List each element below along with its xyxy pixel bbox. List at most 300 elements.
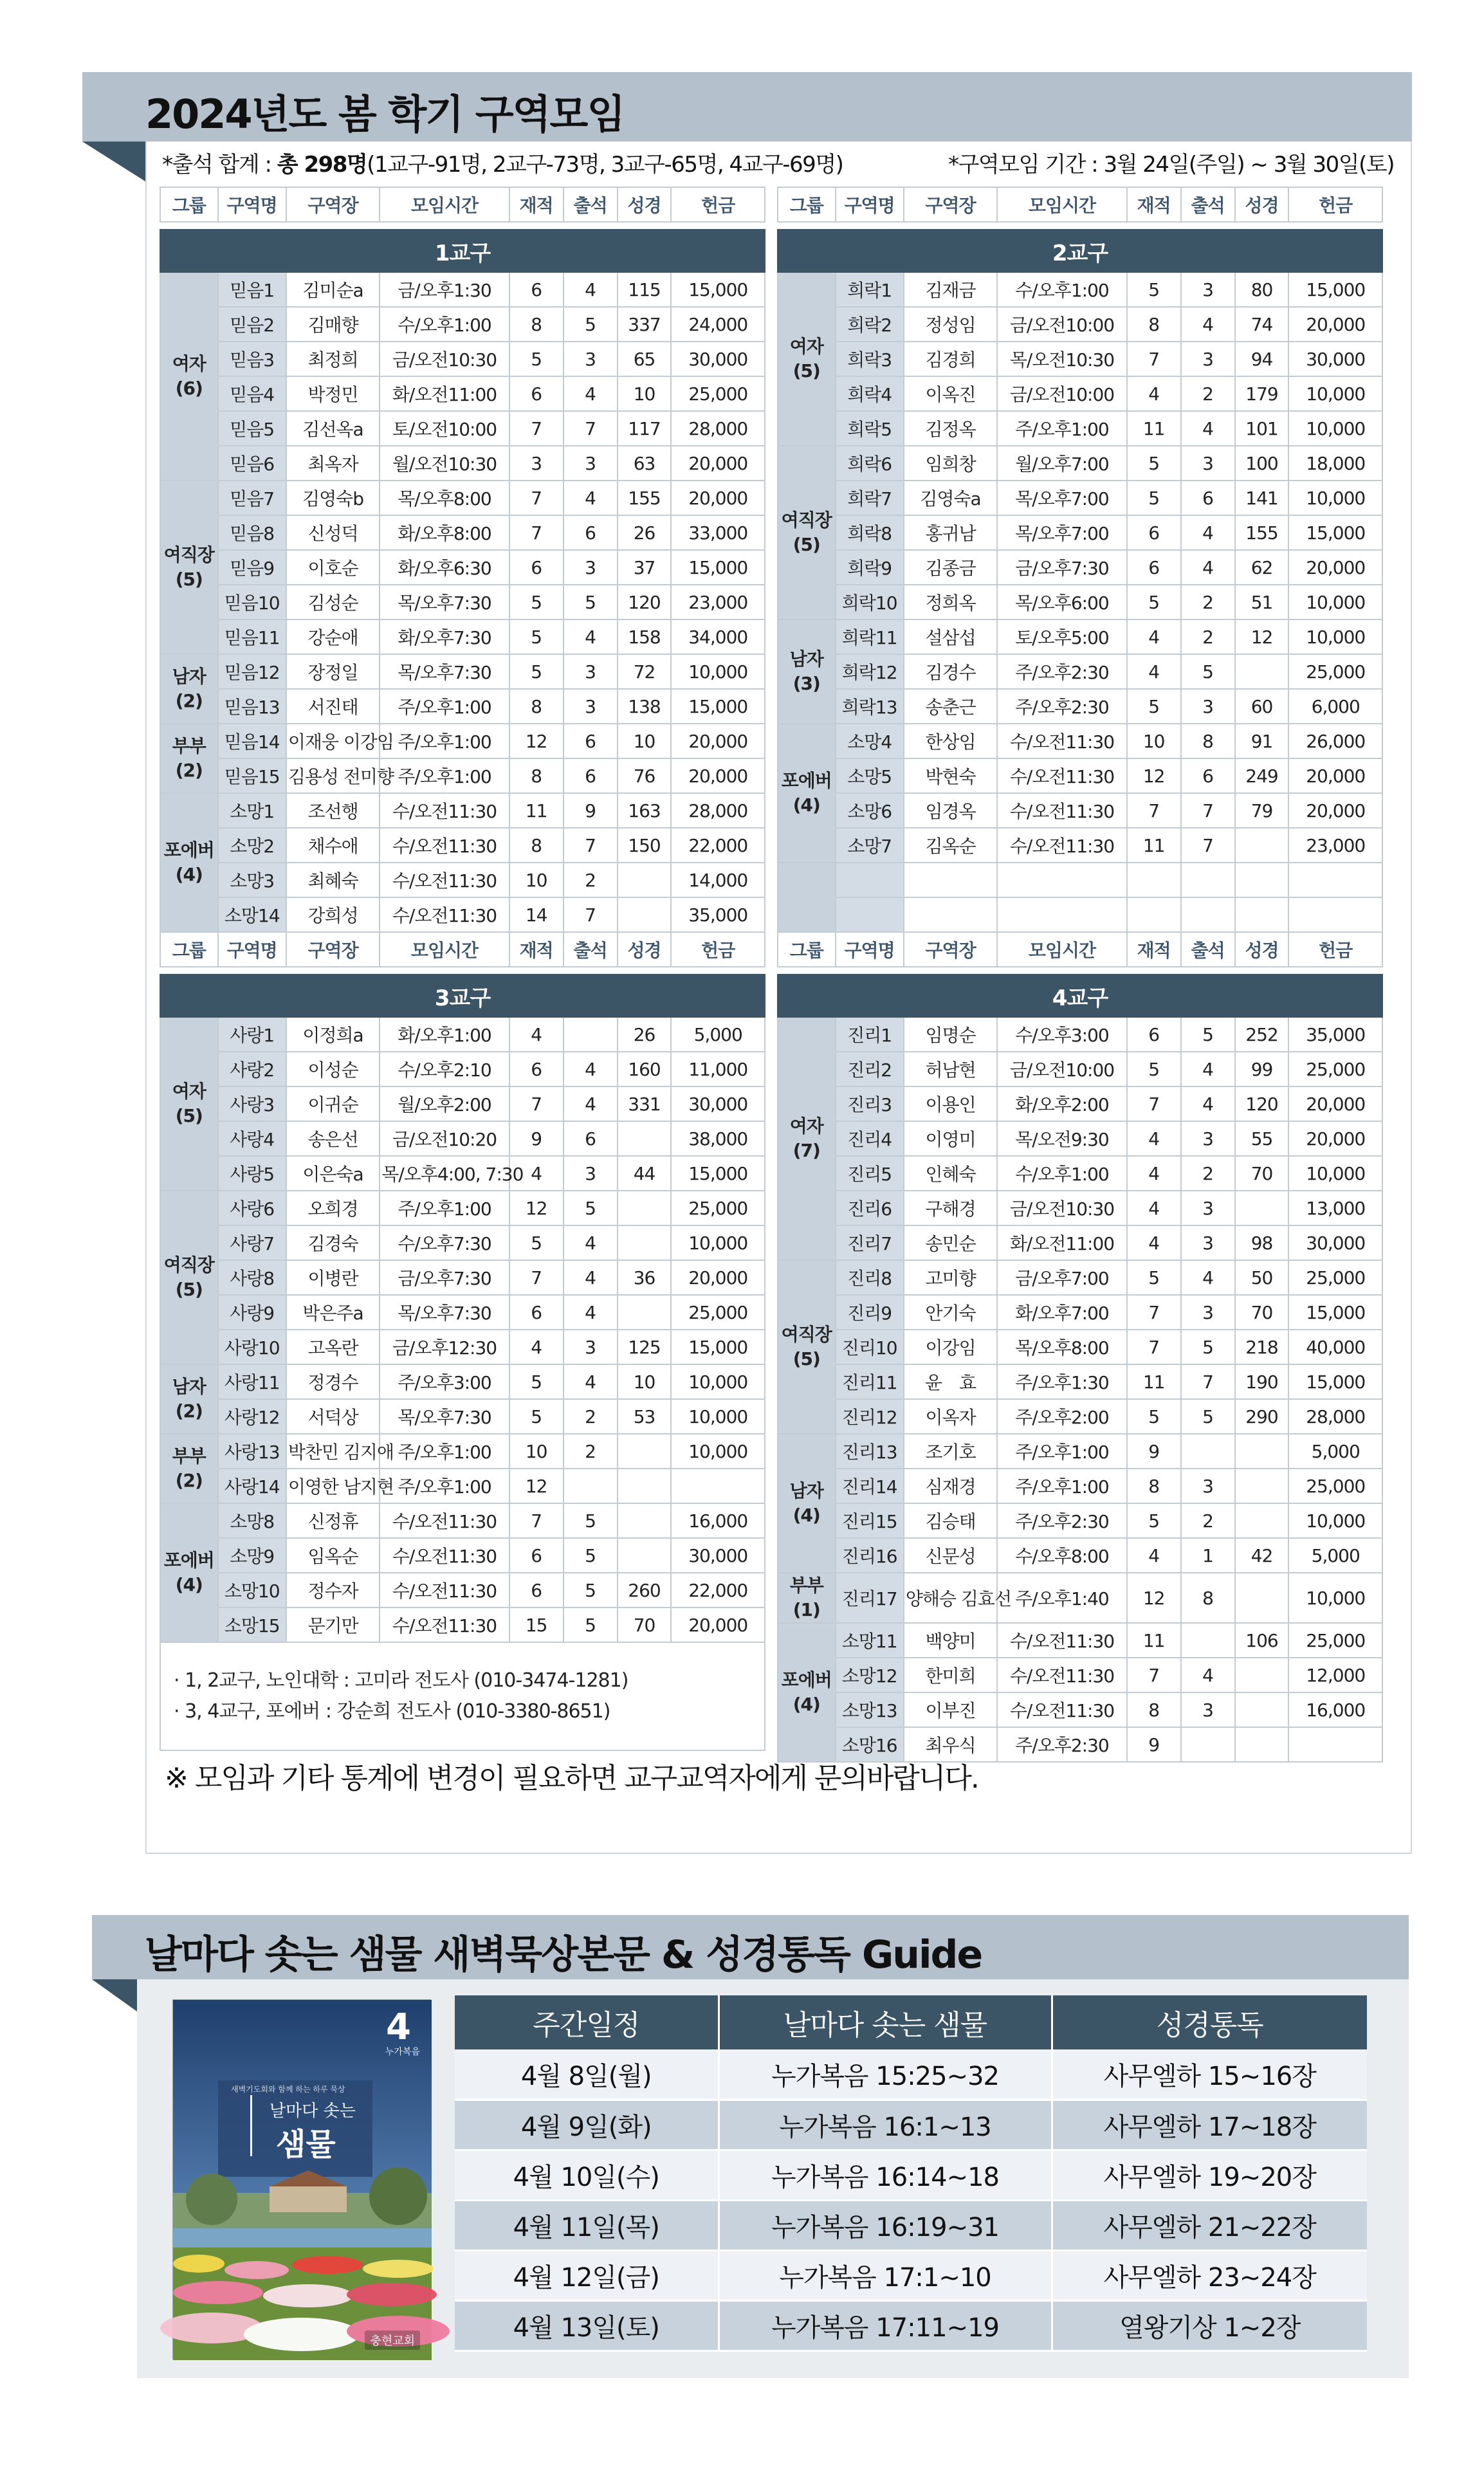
cell-bible [1235,1434,1289,1469]
cell-leader: 이재웅 이강임 [286,724,380,758]
guide-title-bar [92,1915,1409,1979]
group-label: 여직장 (5) [160,1191,218,1364]
table-row [778,585,1382,619]
cell-enrolled: 8 [509,758,563,793]
cell-leader: 최혜숙 [286,863,380,897]
cell-leader: 박정민 [286,376,380,411]
cell-offering: 20,000 [671,724,765,758]
cell-offering: 20,000 [1288,1121,1382,1156]
guide-date: 4월 12일(금) [455,2250,719,2300]
cell-bible [1235,1573,1289,1623]
cell-enrolled: 11 [509,793,563,828]
cell-meeting-time: 주/오후1:30 [997,1364,1126,1399]
cell-meeting-time: 수/오후1:00 [997,1156,1126,1191]
cell-offering: 10,000 [1288,1573,1382,1623]
book-title-divider [250,2095,252,2156]
cell-leader: 이병란 [286,1260,380,1295]
cell-leader: 김종금 [904,550,997,585]
table-row [160,1225,765,1260]
table-row [160,307,765,342]
table-row [160,1086,765,1121]
cell-offering: 5,000 [1288,1538,1382,1573]
cell-bible: 50 [1235,1260,1289,1295]
cell-meeting-time: 수/오후1:00 [380,307,509,342]
cell-leader: 김영숙a [904,481,997,515]
cell-district-name: 희락3 [836,342,904,376]
cell-district-name: 사랑12 [218,1399,286,1434]
table-row [160,828,765,863]
cell-bible: 65 [618,342,672,376]
cell-meeting-time: 목/오후8:00 [997,1330,1126,1364]
cell-meeting-time: 목/오후7:30 [380,654,509,689]
cell-attended: 3 [563,446,618,481]
cell-enrolled: 12 [509,1469,563,1503]
group-label: 남자 (4) [778,1434,836,1573]
cell-leader: 이성순 [286,1052,380,1086]
cell-leader: 심재경 [904,1469,997,1503]
header-spacer [778,222,1382,230]
cell-leader: 김미순a [286,272,380,307]
cell-meeting-time: 주/오후1:00 [997,1434,1126,1469]
cell-offering: 25,000 [1288,1623,1382,1658]
cell-district-name: 소망11 [836,1623,904,1658]
group-label: 포에버 (4) [160,793,218,932]
cell-district-name: 희락5 [836,411,904,446]
cell-meeting-time: 수/오후1:00 [997,272,1126,307]
cell-district-name: 소망10 [218,1573,286,1608]
cell-leader: 임옥순 [286,1538,380,1573]
cell-district-name: 사랑10 [218,1330,286,1364]
table-row [160,1121,765,1156]
column-header-bible: 성경 [1235,187,1289,222]
column-header-enrolled: 재적 [1127,187,1181,222]
cell-enrolled: 12 [509,724,563,758]
cell-leader: 강희성 [286,897,380,932]
cell-meeting-time: 주/오후3:00 [380,1364,509,1399]
cell-attended: 3 [1181,342,1235,376]
district-band [160,230,765,272]
table-row [778,411,1382,446]
cell-meeting-time: 주/오후1:00 [380,1469,509,1503]
cell-leader: 김경희 [904,342,997,376]
cell-district-name: 믿음6 [218,446,286,481]
cell-offering: 30,000 [671,1538,765,1573]
district-table-4 [777,931,1383,1763]
cell-district-name: 사랑11 [218,1364,286,1399]
table-row [160,1538,765,1573]
cell-offering: 10,000 [671,654,765,689]
cell-district-name: 진리4 [836,1121,904,1156]
cell-bible: 290 [1235,1399,1289,1434]
cell-leader: 김재금 [904,272,997,307]
cell-offering: 25,000 [1288,1260,1382,1295]
cell-meeting-time: 목/오후7:30 [380,1399,509,1434]
cell-bible [1235,1727,1289,1762]
table-row [778,342,1382,376]
column-header-leader: 구역장 [904,187,997,222]
cell-attended: 3 [1181,1469,1235,1503]
cell-bible: 74 [1235,307,1289,342]
cell-leader: 박찬민 김지애 [286,1434,380,1469]
cell-enrolled: 4 [1127,1538,1181,1573]
cell-attended: 5 [563,1503,618,1538]
cell-enrolled: 7 [1127,793,1181,828]
cell-meeting-time: 금/오후7:30 [380,1260,509,1295]
cell-attended: 3 [563,1330,618,1364]
cell-attended: 5 [563,585,618,619]
cell-district-name: 믿음12 [218,654,286,689]
contact-footer [160,1642,765,1750]
cell-bible: 252 [1235,1017,1289,1052]
table-row [778,1503,1382,1538]
cell-attended: 2 [563,863,618,897]
cell-leader: 김용성 전미향 [286,758,380,793]
cell-bible: 99 [1235,1052,1289,1086]
book-volume-subtitle: 누가복음 [385,2047,420,2057]
cell-district-name: 희락13 [836,689,904,724]
cell-offering: 5,000 [1288,1434,1382,1469]
table-row [160,411,765,446]
cell-leader: 김승태 [904,1503,997,1538]
cell-attended: 4 [1181,307,1235,342]
cell-bible: 218 [1235,1330,1289,1364]
cell-offering: 28,000 [671,411,765,446]
table-header-row [160,932,765,967]
cell-enrolled: 5 [1127,1503,1181,1538]
cell-bible [1235,1692,1289,1727]
cell-district-name: 희락12 [836,654,904,689]
cell-bible: 63 [618,446,672,481]
cell-district-name: 진리14 [836,1469,904,1503]
cell-leader: 이영미 [904,1121,997,1156]
table-row [778,654,1382,689]
column-header-leader: 구역장 [286,187,380,222]
cell-bible [618,1191,672,1225]
cell-meeting-time: 주/오후2:00 [997,1399,1126,1434]
cell-bible: 10 [618,376,672,411]
cell-attended [563,1469,618,1503]
cell-meeting-time: 금/오전10:00 [997,376,1126,411]
cell-enrolled: 5 [509,654,563,689]
cell-enrolled: 5 [509,342,563,376]
cell-attended: 4 [563,1052,618,1086]
cell-leader: 정희옥 [904,585,997,619]
table-row [778,1692,1382,1727]
cell-meeting-time: 수/오후3:00 [997,1017,1126,1052]
cell-meeting-time: 주/오후2:30 [997,654,1126,689]
cell-offering: 25,000 [1288,1469,1382,1503]
cell-leader: 조선행 [286,793,380,828]
cell-bible [1235,1469,1289,1503]
cell-attended: 3 [1181,1191,1235,1225]
cell-district-name: 희락9 [836,550,904,585]
cell-enrolled: 5 [1127,689,1181,724]
section-title-bar [82,72,1412,142]
cell-meeting-time: 금/오전10:00 [997,1052,1126,1086]
cell-offering: 20,000 [671,758,765,793]
cell-leader: 고옥란 [286,1330,380,1364]
cell-leader: 이옥자 [904,1399,997,1434]
cell-district-name: 진리8 [836,1260,904,1295]
table-row [778,1191,1382,1225]
table-row [778,1573,1382,1623]
cell-attended: 4 [563,619,618,654]
cell-attended: 5 [1181,1399,1235,1434]
cell-leader: 장정일 [286,654,380,689]
cell-leader: 신성덕 [286,515,380,550]
cell-leader: 설삼섭 [904,619,997,654]
district-name: 4교구 [778,975,1382,1017]
cell-enrolled: 4 [509,1330,563,1364]
cell-meeting-time: 화/오후7:00 [997,1295,1126,1330]
guide-devotional-passage: 누가복음 16:19~31 [719,2200,1052,2250]
cell-offering: 20,000 [671,481,765,515]
cell-district-name: 진리15 [836,1503,904,1538]
group-label: 포에버 (4) [778,724,836,863]
cell-enrolled: 11 [1127,1623,1181,1658]
cell-bible [618,1538,672,1573]
cell-enrolled [1127,897,1181,932]
cell-district-name: 희락11 [836,619,904,654]
cell-leader: 허남현 [904,1052,997,1086]
cell-attended: 6 [563,724,618,758]
table-row [778,272,1382,307]
cell-bible: 42 [1235,1538,1289,1573]
table-header-row [778,932,1382,967]
cell-bible: 44 [618,1156,672,1191]
cell-attended: 6 [1181,481,1235,515]
cell-district-name: 믿음1 [218,272,286,307]
cell-bible [618,1503,672,1538]
table-row [778,828,1382,863]
table-row [778,1295,1382,1330]
cell-bible: 98 [1235,1225,1289,1260]
cell-district-name: 진리2 [836,1052,904,1086]
table-row [160,1260,765,1295]
guide-row [455,2150,1367,2200]
cell-bible [1235,863,1289,897]
cell-meeting-time: 금/오후1:30 [380,272,509,307]
cell-offering: 20,000 [671,1608,765,1642]
cell-offering: 30,000 [671,342,765,376]
table-row [160,1469,765,1503]
cell-attended: 4 [563,1364,618,1399]
column-header-group: 그룹 [778,187,836,222]
cell-meeting-time: 토/오전10:00 [380,411,509,446]
cell-offering: 20,000 [671,446,765,481]
cell-bible: 138 [618,689,672,724]
cell-leader: 이강임 [904,1330,997,1364]
table-row [160,1052,765,1086]
cell-attended: 4 [1181,1086,1235,1121]
cell-meeting-time [997,863,1126,897]
cell-enrolled: 10 [1127,724,1181,758]
table-row [778,1623,1382,1658]
cell-meeting-time: 화/오후1:00 [380,1017,509,1052]
cell-offering: 34,000 [671,619,765,654]
cell-leader: 임경옥 [904,793,997,828]
district-table-1 [160,187,765,933]
cell-enrolled: 3 [509,446,563,481]
cell-bible [618,1434,672,1469]
cell-bible: 70 [1235,1156,1289,1191]
cell-attended: 4 [1181,1052,1235,1086]
cell-district-name: 믿음2 [218,307,286,342]
cell-leader: 최정희 [286,342,380,376]
cell-offering: 10,000 [1288,411,1382,446]
cell-attended: 5 [1181,1017,1235,1052]
table-row [778,724,1382,758]
table-row [778,515,1382,550]
cell-district-name: 진리3 [836,1086,904,1121]
cell-offering: 20,000 [1288,793,1382,828]
cell-attended: 3 [563,654,618,689]
cell-offering: 10,000 [1288,619,1382,654]
cell-offering: 40,000 [1288,1330,1382,1364]
cell-district-name: 진리6 [836,1191,904,1225]
cell-enrolled: 4 [1127,1225,1181,1260]
cell-district-name: 소망3 [218,863,286,897]
cell-district-name: 진리9 [836,1295,904,1330]
cell-offering: 13,000 [1288,1191,1382,1225]
cell-bible: 36 [618,1260,672,1295]
cell-leader: 송춘근 [904,689,997,724]
cell-attended: 1 [1181,1538,1235,1573]
cell-meeting-time: 목/오후7:00 [997,515,1126,550]
cell-meeting-time: 수/오전11:30 [997,1658,1126,1692]
cell-meeting-time [997,897,1126,932]
cell-enrolled: 5 [509,1364,563,1399]
cell-attended: 4 [1181,411,1235,446]
column-header-attended: 출석 [1181,932,1235,967]
district-name: 3교구 [160,975,765,1017]
table-row [778,793,1382,828]
cell-meeting-time: 화/오후2:00 [997,1086,1126,1121]
cell-leader: 임명순 [904,1017,997,1052]
column-header-offering: 헌금 [671,932,765,967]
cell-attended: 4 [563,376,618,411]
cell-bible: 120 [618,585,672,619]
closing-note: ※ 모임과 기타 통계에 변경이 필요하면 교구교역자에게 문의바랍니다. [165,1762,978,1795]
column-header-district-name: 구역명 [218,187,286,222]
cell-meeting-time: 수/오전11:30 [380,897,509,932]
cell-enrolled: 5 [1127,481,1181,515]
cell-bible: 100 [1235,446,1289,481]
guide-corner-decoration [92,1979,137,2011]
table-row [160,1364,765,1399]
cell-enrolled: 7 [1127,1295,1181,1330]
cell-attended: 3 [563,550,618,585]
cell-attended: 3 [1181,1121,1235,1156]
cell-enrolled: 4 [1127,376,1181,411]
cell-bible [1235,1658,1289,1692]
cell-enrolled: 8 [509,689,563,724]
cell-leader: 송민순 [904,1225,997,1260]
cell-attended: 4 [563,1260,618,1295]
group-label: 남자 (2) [160,654,218,724]
table-header-row [160,187,765,222]
column-header-meeting-time: 모임시간 [380,932,509,967]
cell-offering: 15,000 [1288,272,1382,307]
contact-line: · 3, 4교구, 포에버 : 강순희 전도사 (010-3380-8651) [174,1700,610,1723]
cell-district-name: 희락10 [836,585,904,619]
cell-bible: 160 [618,1052,672,1086]
cell-enrolled: 9 [509,1121,563,1156]
cell-district-name: 사랑5 [218,1156,286,1191]
cell-meeting-time: 수/오전11:30 [380,793,509,828]
cell-district-name: 진리11 [836,1364,904,1399]
cell-district-name: 소망1 [218,793,286,828]
cell-bible: 12 [1235,619,1289,654]
cell-leader: 송은선 [286,1121,380,1156]
cell-leader: 한상임 [904,724,997,758]
table-row [160,897,765,932]
cell-enrolled: 5 [1127,272,1181,307]
cell-attended: 7 [1181,828,1235,863]
cell-district-name [836,863,904,897]
table-row [778,897,1382,932]
cell-bible: 101 [1235,411,1289,446]
cell-attended: 3 [563,1156,618,1191]
cell-bible [618,1121,672,1156]
guide-row [455,2250,1367,2300]
cell-attended: 6 [563,1121,618,1156]
cell-bible [1235,1191,1289,1225]
cell-meeting-time: 주/오후1:00 [380,1191,509,1225]
cell-bible [618,863,672,897]
cell-meeting-time: 수/오후2:10 [380,1052,509,1086]
cell-district-name: 진리16 [836,1538,904,1573]
district-name: 2교구 [778,230,1382,272]
cell-bible: 94 [1235,342,1289,376]
cell-district-name: 희락2 [836,307,904,342]
column-header-district-name: 구역명 [836,932,904,967]
cell-district-name: 사랑13 [218,1434,286,1469]
cell-bible: 106 [1235,1623,1289,1658]
cell-attended: 7 [563,897,618,932]
column-header-enrolled: 재적 [509,187,563,222]
cell-meeting-time: 금/오후7:30 [997,550,1126,585]
cell-enrolled: 8 [509,307,563,342]
table-row [778,1121,1382,1156]
cell-enrolled: 7 [509,411,563,446]
cell-enrolled: 7 [509,1503,563,1538]
table-row [778,307,1382,342]
cell-attended: 3 [1181,446,1235,481]
cell-offering: 10,000 [671,1225,765,1260]
cell-offering: 20,000 [671,1260,765,1295]
cell-leader: 김성순 [286,585,380,619]
cell-enrolled: 10 [509,863,563,897]
group-label: 여직장 (5) [778,1260,836,1434]
cell-attended: 3 [563,689,618,724]
cell-attended: 3 [1181,1692,1235,1727]
table-row [160,1608,765,1642]
cell-district-name: 소망12 [836,1658,904,1692]
cell-offering: 20,000 [1288,550,1382,585]
table-row [778,1330,1382,1364]
cell-offering: 25,000 [671,376,765,411]
cell-enrolled: 8 [1127,307,1181,342]
cell-district-name: 진리7 [836,1225,904,1260]
guide-date: 4월 10일(수) [455,2150,719,2200]
cell-bible: 337 [618,307,672,342]
guide-bible-reading: 사무엘하 23~24장 [1052,2250,1367,2300]
cell-enrolled: 7 [509,481,563,515]
group-label: 여자 (5) [160,1017,218,1191]
cell-district-name: 소망13 [836,1692,904,1727]
cell-offering: 10,000 [1288,376,1382,411]
